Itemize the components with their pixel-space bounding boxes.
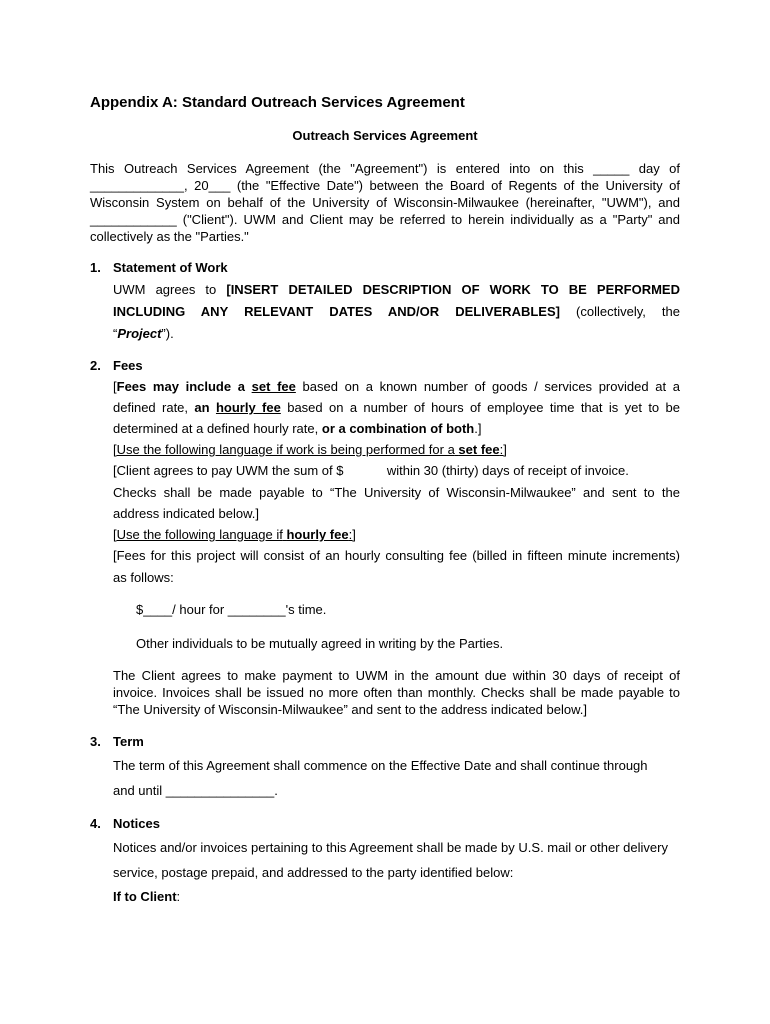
intro-line: _____________, 20___ (the "Effective Date") between the Board of Regents of the University of [90,178,680,193]
intro-line: collectively as the "Parties." [90,229,249,244]
fees-line: defined rate, an hourly fee based on a number of hours of employee time that is yet to be [113,400,680,415]
payment-line: invoice. Invoices shall be issued no more often than monthly. Checks shall be made payable to [113,685,680,700]
section-number: 3. [90,734,101,749]
intro-line: Wisconsin System on behalf of the University of Wisconsin-Milwaukee (hereinafter, "UWM"), and [90,195,680,210]
payment-line: “The University of Wisconsin-Milwaukee” and sent to the address indicated below.] [113,702,587,717]
notices-line: service, postage prepaid, and addressed to the party identified below: [113,865,514,880]
document-subtitle: Outreach Services Agreement [292,128,478,143]
fees-line: determined at a defined hourly rate, or a combination of both.] [113,421,482,436]
hourly-fee-instruction: [Use the following language if hourly fee:] [113,527,356,542]
payment-line: The Client agrees to make payment to UWM in the amount due within 30 days of receipt of [113,668,680,683]
section-heading: Statement of Work [113,260,228,275]
intro-line: This Outreach Services Agreement (the "Agreement") is entered into on this _____ day of [90,161,680,176]
section-number: 4. [90,816,101,831]
intro-line: ____________ ("Client"). UWM and Client may be referred to herein individually as a "Party" and [90,212,680,227]
client-address-label: If to Client: [113,889,181,904]
other-individuals-line: Other individuals to be mutually agreed in writing by the Parties. [136,636,504,651]
section-number: 1. [90,260,101,275]
fees-line: [Fees may include a set fee based on a known number of goods / services provided at a [113,379,680,394]
statement-line: “Project”). [113,326,174,341]
section-heading: Fees [113,358,143,373]
set-fee-line: Checks shall be made payable to “The University of Wisconsin-Milwaukee” and sent to the [113,485,680,500]
statement-line: UWM agrees to [INSERT DETAILED DESCRIPTION OF WORK TO BE PERFORMED [113,282,680,297]
notices-line: Notices and/or invoices pertaining to this Agreement shall be made by U.S. mail or other delivery [113,840,668,855]
hourly-rate-line: $____/ hour for ________'s time. [136,602,327,617]
term-line: and until _______________. [113,783,278,798]
section-heading: Term [113,734,144,749]
set-fee-line: [Client agrees to pay UWM the sum of $ within 30 (thirty) days of receipt of invoice. [113,463,629,478]
section-heading: Notices [113,816,160,831]
term-line: The term of this Agreement shall commence on the Effective Date and shall continue through [113,758,648,773]
hourly-fee-line: as follows: [113,570,174,585]
project-term: Project [117,326,162,341]
section-number: 2. [90,358,101,373]
set-fee-line: address indicated below.] [113,506,259,521]
statement-line: INCLUDING ANY RELEVANT DATES AND/OR DELIVERABLES] (collectively, the [113,304,680,319]
hourly-fee-line: [Fees for this project will consist of an hourly consulting fee (billed in fifteen minute increments) [113,548,680,563]
set-fee-instruction: [Use the following language if work is being performed for a set fee:] [113,442,507,457]
page-title: Appendix A: Standard Outreach Services Agreement [90,94,465,111]
